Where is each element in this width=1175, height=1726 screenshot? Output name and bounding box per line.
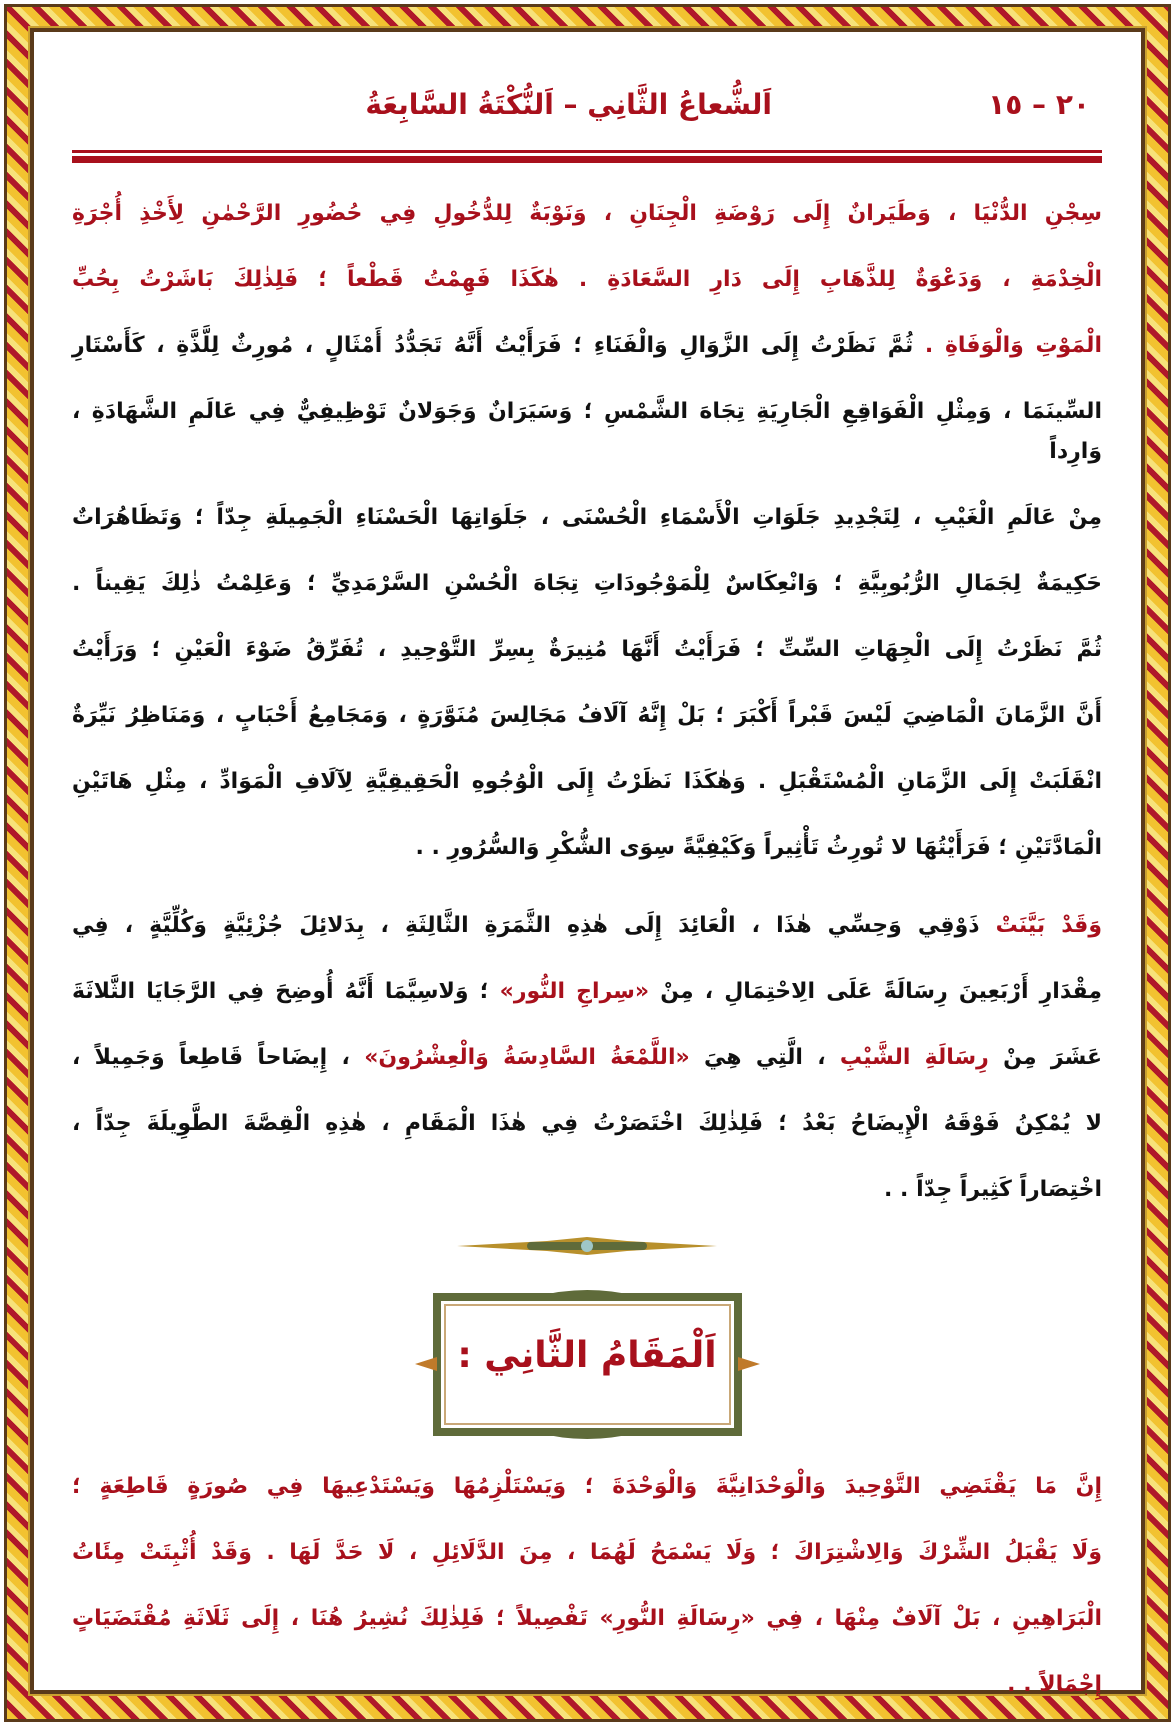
text-segment: السِّينَمَا ، وَمِثْلِ الْفَوَاقِعِ الْجَارِيَةِ تِجَاهَ الشَّمْسِ ؛ وَسَيَرَانٌ وَجَوَلانٌ تَوْظِيفِيٌّ فِي عَالَمِ الشَّهَادَةِ ، وَارِداً (72, 399, 1102, 464)
text-segment: مِقْدَارِ أَرْبَعِينَ رِسَالَةً عَلَى الِاحْتِمَالِ ، مِنْ (649, 979, 1102, 1004)
text-segment: عَشَرَ مِنْ (988, 1045, 1103, 1070)
text-segment: مِنْ عَالَمِ الْغَيْبِ ، لِتَجْدِيدِ جَلَوَاتِ الْأَسْمَاءِ الْحُسْنَى ، جَلَوَاتِهَا الْحَسْنَاءِ الْجَمِيلَةِ جِدّاً ؛ وَتَظَاهُرَاتٌ (72, 505, 1102, 530)
highlighted-text: إِنَّ مَا يَقْتَضِي التَّوْحِيدَ وَالْوَحْدَانِيَّةَ وَالْوَحْدَةَ ؛ وَيَسْتَلْزِمُهَا وَيَسْتَدْعِيهَا فِي صُورَةٍ قَاطِعَةٍ ؛ (72, 1474, 1102, 1499)
divider (72, 1223, 1102, 1273)
text-segment: ذَوْقِي وَحِسِّي هٰذَا ، الْعَائِدَ إِلَى هٰذِهِ الثَّمَرَةِ الثَّالِثَةِ ، بِدَلائِلَ جُزْئِيَّةٍ وَكُلِّيَّةٍ ، فِي (72, 913, 980, 938)
text-segment: ؛ وَلاسِيَّمَا أَنَّهُ أُوضِحَ فِي الرَّجَايَا الثَّلاثَةَ (72, 979, 500, 1004)
text-line (72, 1025, 1102, 1091)
text-segment: لا يُمْكِنُ فَوْقَهُ الْإِيضَاحُ بَعْدُ ؛ فَلِذٰلِكَ اخْتَصَرْتُ فِي هٰذَا الْمَقَامِ ، هٰذِهِ الْقِصَّةَ الطَّوِيلَةَ جِدّاً ، (72, 1111, 1102, 1136)
text-segment: ثُمَّ نَظَرْتُ إِلَى الزَّوَالِ وَالْفَنَاءِ ؛ فَرَأَيْتُ أَنَّهُ تَجَدُّدُ أَمْثَالٍ ، مُورِثٌ لِلَّذَّةِ ، كَأَسْتَارِ (72, 333, 914, 358)
highlighted-text: رِسَالَةِ الشَّيْبِ (839, 1045, 989, 1070)
highlighted-text: سِجْنِ الدُّنْيَا ، وَطَيَرانٌ إِلَى رَوْضَةِ الْجِنَانِ ، وَنَوْبَةٌ لِلدُّخُولِ فِي حُضُورِ الرَّحْمٰنِ لِأَخْذِ أُجْرَةِ (72, 201, 1102, 226)
text-line (72, 1652, 1102, 1718)
text-line (72, 379, 1102, 485)
text-line (72, 551, 1102, 617)
text-segment: الْمَادَّتَيْنِ ؛ فَرَأَيْتُهَا لا تُورِثُ تَأْثِيراً وَكَيْفِيَّةً سِوَى الشُّكْرِ وَالسُّرُورِ . . (415, 835, 1102, 860)
text-line (72, 181, 1102, 247)
text-line (72, 959, 1102, 1025)
highlighted-text: الْمَوْتِ وَالْوَفَاةِ . (913, 333, 1102, 358)
text-line (72, 313, 1102, 379)
text-segment: اخْتِصَاراً كَثِيراً جِدّاً . . (884, 1177, 1102, 1202)
paragraph-3 (72, 1454, 1102, 1718)
text-segment: حَكِيمَةٌ لِجَمَالِ الرُّبُوبِيَّةِ ؛ وَانْعِكَاسٌ لِلْمَوْجُودَاتِ تِجَاهَ الْحُسْنِ السَّرْمَدِيِّ ؛ وَعَلِمْتُ ذٰلِكَ يَقِيناً . (72, 571, 1102, 596)
text-line (72, 749, 1102, 815)
paragraph-2 (72, 893, 1102, 1223)
text-line (72, 247, 1102, 313)
section-heading (415, 1287, 760, 1442)
divider-ornament (457, 1237, 717, 1255)
text-line (72, 1586, 1102, 1652)
highlighted-text: إِجْمَالاً . . (1007, 1672, 1102, 1697)
page-header (72, 84, 1102, 140)
text-segment: أَنَّ الزَّمَانَ الْمَاضِيَ لَيْسَ قَبْراً أَكْبَرَ ؛ بَلْ إِنَّهُ آلَافُ مَجَالِسَ مُنَوَّرَةٍ ، وَمَجَامِعُ أَحْبَابٍ ، وَمَنَاظِرُ نَيِّرَةٌ (72, 703, 1102, 728)
paragraph-1 (72, 181, 1102, 881)
highlighted-text: وَلَا يَقْبَلُ الشِّرْكَ وَالِاشْتِرَاكَ ؛ وَلَا يَسْمَحُ لَهُمَا ، مِنَ الدَّلَائِلِ ، لَا حَدَّ لَهَا . وَقَدْ أُثْبِتَتْ مِئَاتُ (72, 1540, 1102, 1565)
highlighted-text: «اللَّمْعَةُ السَّادِسَةُ وَالْعِشْرُونَ» (364, 1045, 690, 1070)
highlighted-text: «سِراجِ النُّور» (499, 979, 650, 1004)
text-line (72, 617, 1102, 683)
text-line (72, 1157, 1102, 1223)
section-title: اَلْمَقَامُ الثَّانِي : (457, 1335, 717, 1376)
text-line (72, 893, 1102, 959)
text-line (72, 683, 1102, 749)
header-rule-thick (72, 156, 1102, 163)
text-segment: ، الَّتِي هِيَ (689, 1045, 840, 1070)
text-segment: انْقَلَبَتْ إِلَى الزَّمَانِ الْمُسْتَقْبَلِ . وَهٰكَذَا نَظَرْتُ إِلَى الْوُجُوهِ الْحَقِيقِيَّةِ لِآلَافِ الْمَوَادِّ ، مِثْلِ هَاتَيْنِ (72, 769, 1102, 794)
text-line (72, 485, 1102, 551)
page-content (72, 84, 1102, 1718)
page-number: ٢٠ – ١٥ (988, 88, 1090, 121)
text-line (72, 1091, 1102, 1157)
text-segment: ، إِيضَاحاً قَاطِعاً وَجَمِيلاً ، (72, 1045, 365, 1070)
text-line (72, 1520, 1102, 1586)
text-line (72, 1454, 1102, 1520)
header-rule-thin (72, 150, 1102, 153)
running-title: اَلشُّعاعُ الثَّانِي – اَلنُّكْتَةُ السَّابِعَةُ (365, 88, 772, 121)
highlighted-text: الْبَرَاهِينِ ، بَلْ آلَافٌ مِنْهَا ، فِي «رِسَالَةِ النُّورِ» تَفْصِيلاً ؛ فَلِذٰلِكَ نُشِيرُ هُنَا ، إِلَى ثَلَاثَةِ مُقْتَضَيَاتٍ (72, 1606, 1102, 1631)
text-segment: ثُمَّ نَظَرْتُ إِلَى الْجِهَاتِ السِّتِّ ؛ فَرَأَيْتُ أَنَّهَا مُنِيرَةٌ بِسِرِّ التَّوْحِيدِ ، تُفَرِّقُ ضَوْءَ الْعَيْنِ ؛ وَرَأَيْتُ (72, 637, 1102, 662)
text-line (72, 815, 1102, 881)
highlighted-text: وَقَدْ بَيَّنَتْ (979, 913, 1102, 938)
highlighted-text: الْخِدْمَةِ ، وَدَعْوَةٌ لِلذَّهَابِ إِلَى دَارِ السَّعَادَةِ . هٰكَذَا فَهِمْتُ قَطْعاً ؛ فَلِذٰلِكَ بَاشَرْتُ بِحُبِّ (72, 267, 1102, 292)
